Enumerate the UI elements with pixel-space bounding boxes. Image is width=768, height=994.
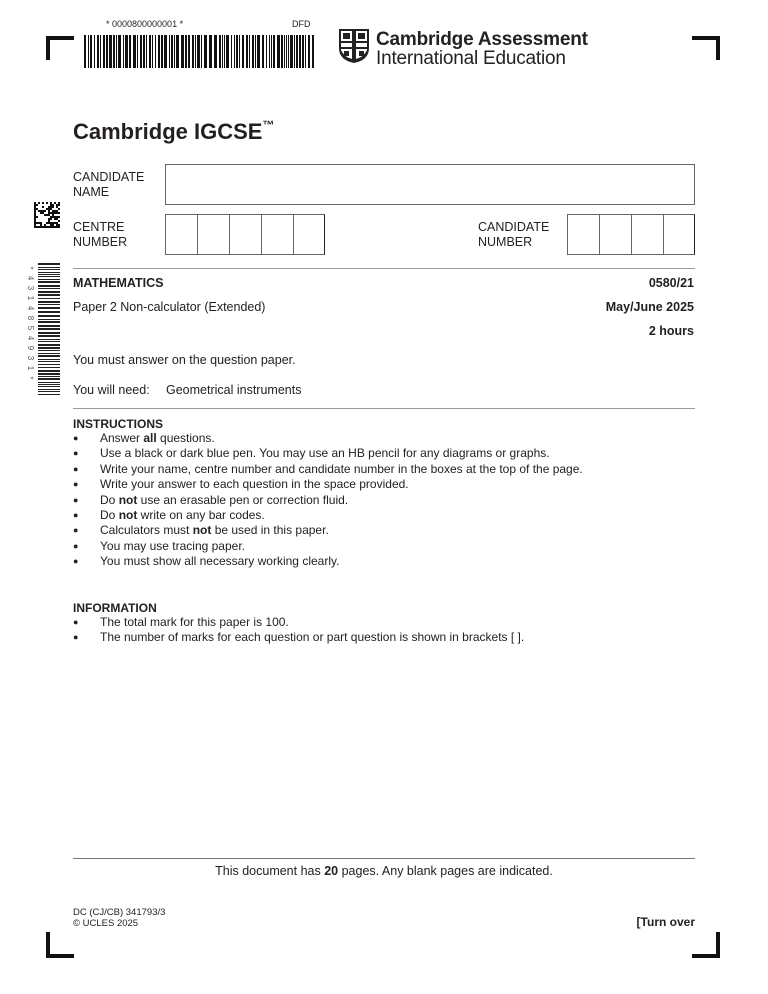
subject: MATHEMATICS [73,276,164,290]
centre-number-cell[interactable] [261,214,293,255]
barcode-digit: * [26,266,35,270]
barcode-digit: 4 [25,275,35,281]
page-count: 20 [324,864,339,878]
note-text: pages. Any blank pages are indicated. [338,864,553,878]
instructions-heading: INSTRUCTIONS [73,417,163,431]
candidate-number-cell[interactable] [631,214,663,255]
document-reference [73,907,165,929]
list-item [73,630,524,645]
centre-number-field[interactable] [165,214,325,255]
list-item [73,523,583,538]
turn-over: [Turn over [636,915,695,929]
corner-mark-bottom-right-v [716,932,720,958]
information-list [73,615,524,646]
cambridge-shield-icon [338,28,370,64]
footer-divider [73,858,695,859]
label-line: CENTRE [73,220,125,234]
barcode-digit: 1 [25,365,35,371]
barcode-digit: 4 [25,335,35,341]
divider [73,408,695,409]
text-segment: write on any bar codes. [137,508,265,523]
text-segment: You may use tracing paper. [100,538,245,553]
equipment-value: Geometrical instruments [166,383,302,397]
list-item [73,431,583,446]
candidate-name-label [73,170,144,200]
bullet-icon: ● [73,632,79,643]
list-item-text [100,539,245,554]
candidate-number-cell[interactable] [567,214,599,255]
logo-line-1: Cambridge Assessment [376,29,588,50]
document-code: DFD [292,19,311,29]
bullet-icon: ● [73,525,79,536]
label-line: CANDIDATE [73,170,145,184]
text-segment: questions. [156,431,215,445]
answer-note: You must answer on the question paper. [73,353,296,367]
side-barcode [26,263,60,399]
centre-number-label [73,220,127,250]
corner-mark-bottom-left [46,954,74,958]
exam-duration: 2 hours [648,324,694,338]
list-item-text [100,477,409,492]
text-segment: Do [100,508,119,523]
bullet-icon: ● [73,463,79,474]
logo-text [376,30,588,68]
bullet-icon: ● [73,510,79,521]
corner-mark-top-right-v [716,36,720,60]
list-item [73,477,583,492]
side-barcode-bars [38,263,60,399]
page-count-note [0,864,768,878]
list-item-text [100,554,339,569]
text-segment: not [118,508,138,523]
page-title [73,118,274,145]
bullet-icon: ● [73,556,79,567]
divider [73,268,695,269]
bullet-icon: ● [73,448,79,459]
text-segment: Answer [100,431,144,445]
bullet-icon: ● [73,479,79,490]
paper-title: Paper 2 Non-calculator (Extended) [73,300,266,314]
text-segment: The number of marks for each question or part question is shown in brackets [ ]. [100,630,525,645]
barcode [84,35,316,68]
label-line: CANDIDATE [478,220,550,234]
text-segment: not [192,523,212,538]
list-item-text [100,630,524,645]
centre-number-cell[interactable] [293,214,325,255]
list-item [73,446,583,461]
list-item [73,493,583,508]
list-item [73,554,583,569]
list-item-text [100,431,215,446]
list-item [73,615,524,630]
label-line: NAME [73,185,110,199]
trademark: ™ [262,118,275,132]
copyright: © UCLES 2025 [73,918,139,929]
corner-mark-top-left [46,36,74,40]
bullet-icon: ● [73,494,79,505]
centre-number-cell[interactable] [229,214,261,255]
bullet-icon: ● [73,540,79,551]
text-segment: Calculators must [100,523,193,538]
list-item-text [100,446,550,461]
instructions-list [73,431,583,570]
list-item-text [100,508,265,523]
text-segment: You must show all necessary working clearly. [100,554,340,569]
text-segment: be used in this paper. [211,523,329,538]
barcode-digit: 4 [25,305,35,311]
information-heading: INFORMATION [73,601,157,615]
candidate-number-label [478,220,549,250]
doc-ref: DC (CJ/CB) 341793/3 [73,907,166,918]
list-item [73,462,583,477]
candidate-number-cell[interactable] [663,214,695,255]
syllabus-code: 0580/21 [648,276,694,290]
corner-mark-bottom-left-v [46,932,50,958]
text-segment: Use a black or dark blue pen. You may use an HB pencil for any diagrams or graphs. [100,446,550,461]
list-item [73,539,583,554]
barcode-digit: 8 [25,315,35,321]
bullet-icon: ● [73,433,79,443]
logo-line-2: International Education [376,48,566,69]
list-item-text [100,493,348,508]
barcode-digit: 9 [25,345,35,351]
candidate-name-field[interactable] [165,164,695,205]
title-main: Cambridge IGCSE [73,119,263,144]
list-item-text [100,615,289,630]
note-text: This document has [215,864,325,878]
label-line: NUMBER [73,235,128,249]
candidate-number-cell[interactable] [599,214,631,255]
centre-number-cell[interactable] [197,214,229,255]
serial-number: * 0000800000001 * [106,19,184,29]
label-line: NUMBER [478,235,533,249]
barcode-digit: 3 [25,355,35,361]
barcode-digit: 1 [25,295,35,301]
text-segment: Write your name, centre number and candidate number in the boxes at the top of the page. [100,461,583,476]
list-item [73,508,583,523]
barcode-digit: 3 [25,285,35,291]
text-segment: not [118,492,138,507]
data-matrix-code [34,202,60,227]
text-segment: Do [100,492,119,507]
corner-mark-top-left-v [46,36,50,60]
text-segment: The total mark for this paper is 100. [100,615,289,629]
list-item-text [100,523,329,538]
text-segment: all [143,431,157,445]
centre-number-cell[interactable] [165,214,197,255]
bullet-icon: ● [73,617,79,627]
barcode-digit: 5 [25,325,35,331]
equipment-label: You will need: [73,383,150,397]
text-segment: use an erasable pen or correction fluid. [137,492,349,507]
candidate-number-field[interactable] [567,214,695,255]
barcode-digit: * [26,376,35,380]
exam-session: May/June 2025 [605,300,694,314]
text-segment: Write your answer to each question in the space provided. [100,477,409,492]
side-barcode-digits [26,263,34,399]
list-item-text [100,462,583,477]
